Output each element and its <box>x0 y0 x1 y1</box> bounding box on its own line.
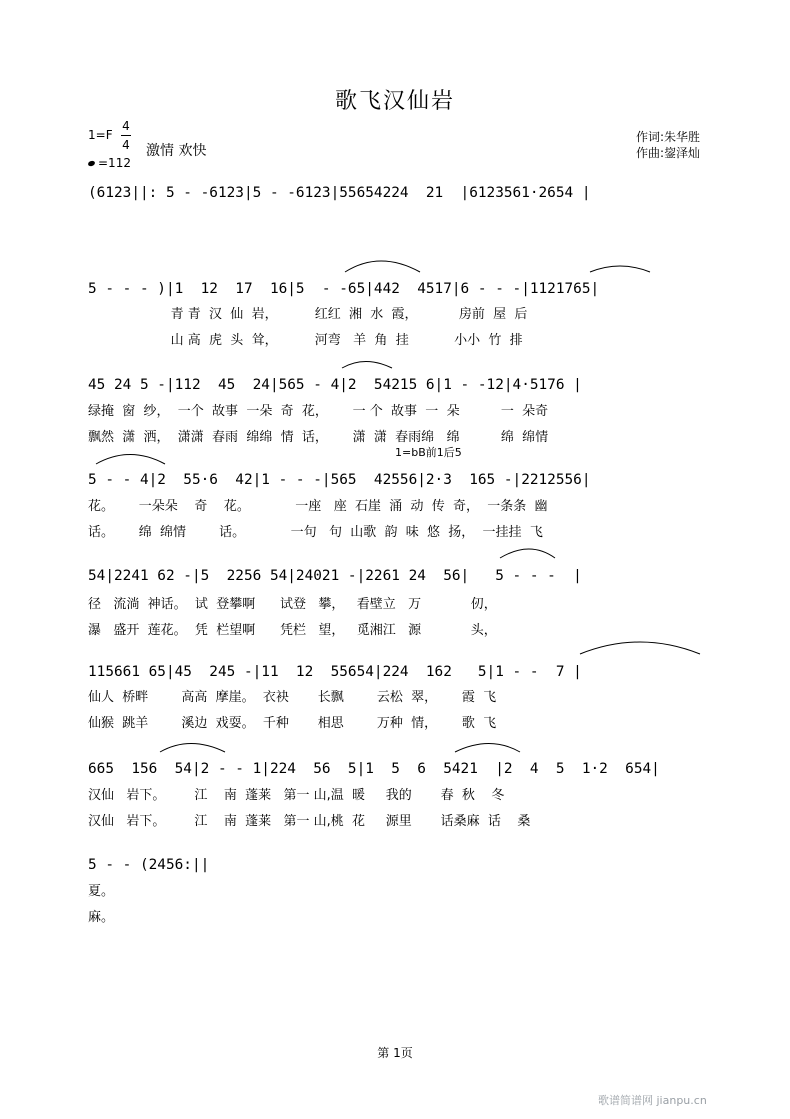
expression-mark: 激情 欢快 <box>146 143 207 159</box>
notation-line-5: 54|2241 62 -|5 2256 54|24021 -|2261 24 56| 5 - - - | <box>88 568 582 584</box>
lyric-line-2a: 青 青 汉 仙 岩， 红红 湘 水 霞， 房前 屋 后 <box>88 307 528 322</box>
meter-bottom: 4 <box>122 138 130 152</box>
composer-credit: 作曲:鋆泽灿 <box>636 146 701 160</box>
slur-mark <box>590 266 650 272</box>
key-signature: 1=F <box>88 128 113 142</box>
watermark: 歌谱简谱网 jianpu.cn <box>598 1094 707 1107</box>
notation-line-2: 5 - - - )|1 12 17 16|5 - -65|442 4517|6 - - -|1121765| <box>88 281 600 297</box>
page-number: 第 1页 <box>377 1046 413 1060</box>
slur-mark <box>500 549 555 558</box>
quarter-note-icon <box>87 160 95 167</box>
notation-line-6: 115661 65|45 245 -|11 12 55654|224 162 5|1 - - 7 | <box>88 664 582 680</box>
lyric-line-3b: 飘然 潇 洒， 潇潇 春雨 绵绵 情 话， 潇 潇 春雨绵 绵 绵 绵情 <box>88 430 549 445</box>
slur-mark <box>160 744 225 753</box>
lyric-line-2b: 山 高 虎 头 耸， 河弯 羊 角 挂 小小 竹 排 <box>88 333 523 348</box>
lyric-line-7a: 汉仙 岩下。 江 南 蓬莱 第一 山,温 暖 我的 春 秋 冬 <box>88 788 505 803</box>
time-signature <box>121 119 131 152</box>
modulation-mark: 1=bB前1后5 <box>395 446 462 459</box>
score-title: 歌飞汉仙岩 <box>334 89 455 114</box>
lyric-line-8a: 夏。 <box>88 884 115 899</box>
lyricist-credit: 作词:朱华胜 <box>636 130 701 144</box>
slur-mark <box>96 455 165 465</box>
slur-mark <box>580 642 700 654</box>
slur-mark <box>342 362 392 369</box>
meter-top: 4 <box>122 119 130 133</box>
tempo-mark <box>88 156 131 170</box>
notation-line-1: (6123||: 5 - -6123|5 - -6123|55654224 21 |6123561·2654 | <box>88 185 591 201</box>
lyric-line-7b: 汉仙 岩下。 江 南 蓬莱 第一 山,桃 花 源里 话桑麻 话 桑 <box>88 814 531 829</box>
lyric-line-6a: 仙人 桥畔 高高 摩崖。 衣袂 长飘 云松 翠， 霞 飞 <box>88 690 497 705</box>
tempo-value: =112 <box>98 156 131 170</box>
lyric-line-6b: 仙猴 跳羊 溪边 戏耍。 千种 相思 万种 情， 歌 飞 <box>88 716 497 731</box>
lyric-line-5a: 径 流淌 神话。 试 登攀啊 试登 攀， 看壁立 万 仞， <box>88 597 497 612</box>
meter-divider <box>121 135 131 136</box>
lyric-line-4b: 话。 绵 绵情 话。 一句 句 山歌 韵 味 悠 扬， 一挂挂 飞 <box>88 525 543 540</box>
lyric-line-8b: 麻。 <box>88 910 115 925</box>
notation-line-3: 45 24 5 -|112 45 24|565 - 4|2 54215 6|1 - -12|4·5176 | <box>88 377 582 393</box>
lyric-line-3a: 绿掩 窗 纱， 一个 故事 一朵 奇 花， 一 个 故事 一 朵 一 朵奇 <box>88 404 549 419</box>
notation-line-4: 5 - - 4|2 55·6 42|1 - - -|565 42556|2·3 165 -|2212556| <box>88 472 591 488</box>
lyric-line-4a: 花。 一朵朵 奇 花。 一座 座 石崖 涌 动 传 奇， 一条条 幽 <box>88 499 548 514</box>
notation-line-7: 665 156 54|2 - - 1|224 56 5|1 5 6 5421 |2 4 5 1·2 654| <box>88 761 660 777</box>
lyric-line-5b: 瀑 盛开 莲花。 凭 栏望啊 凭栏 望， 觅湘江 源 头， <box>88 623 497 638</box>
notation-line-8: 5 - - (2456:|| <box>88 857 210 873</box>
slur-mark <box>345 261 420 272</box>
slur-mark <box>455 744 520 753</box>
